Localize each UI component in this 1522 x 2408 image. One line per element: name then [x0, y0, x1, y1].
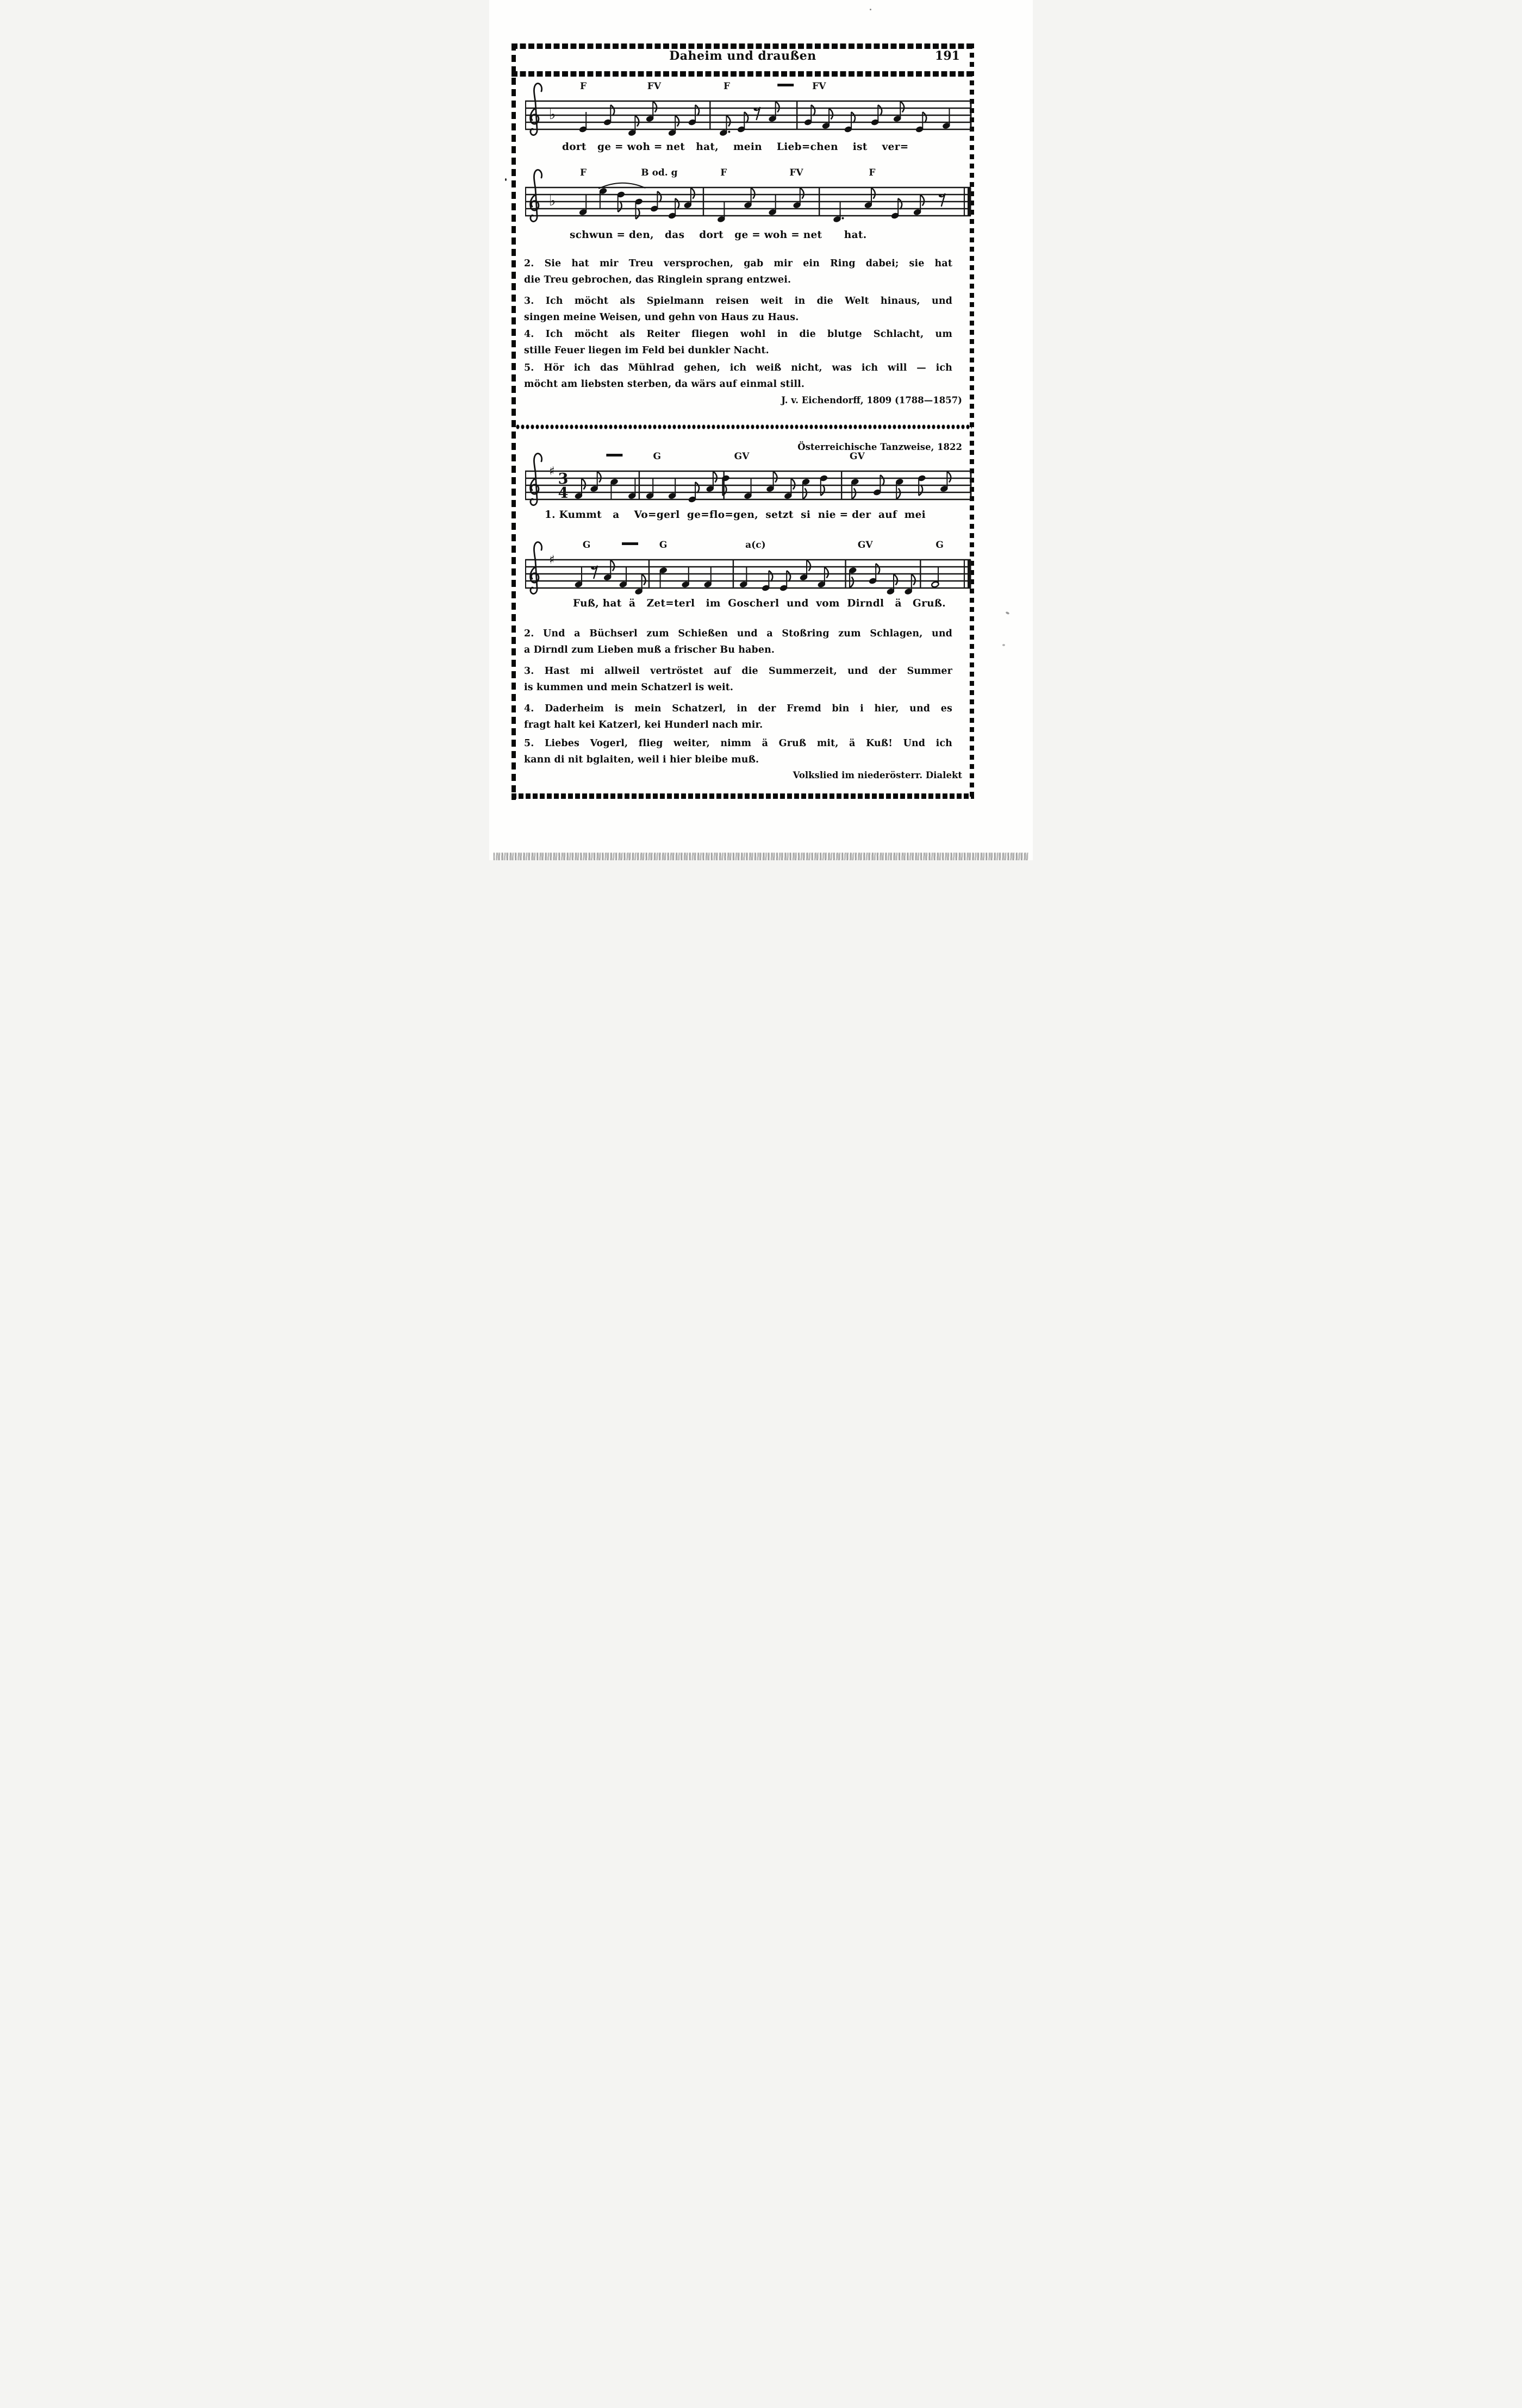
chord-label: B od. g	[641, 167, 678, 178]
chord-dash	[606, 454, 622, 456]
verse-line: singen meine Weisen, und gehn von Haus zu Haus.	[524, 311, 799, 323]
note	[802, 478, 810, 499]
music-staff-svg	[523, 164, 973, 224]
scan-speck	[1005, 611, 1009, 615]
treble-clef-icon	[531, 170, 542, 221]
note	[704, 567, 712, 588]
frame-bottom-border	[512, 793, 974, 799]
note	[864, 188, 875, 209]
chord-label: GV	[734, 451, 750, 462]
key-signature-flat-icon: ♭	[549, 193, 556, 209]
note	[739, 567, 747, 588]
note	[619, 567, 627, 588]
note	[628, 479, 636, 499]
note	[769, 102, 779, 122]
verse-line: die Treu gebrochen, das Ringlein sprang entzwei.	[524, 274, 791, 285]
eighth-rest	[939, 193, 945, 207]
verse-line: 5. Hör ich das Mühlrad gehen, ich weiß nicht, was ich will — ich	[524, 362, 952, 373]
verse-line: 3. Ich möcht als Spielmann reisen weit in die Welt hinaus, und	[524, 296, 952, 307]
song2-lyrics-line1: 1. Kummt a Vo=gerl ge=flo=gen, setzt si nie = der auf mei	[545, 509, 926, 521]
chord-label: G	[935, 540, 944, 551]
verse-line: 5. Liebes Vogerl, flieg weiter, nimm ä Gruß mit, ä Kuß! Und ich	[524, 738, 952, 749]
songbook-page	[489, 0, 1033, 860]
chord-label: FV	[647, 81, 662, 92]
verse-line: 2. Und a Büchserl zum Schießen und a Stoßring zum Schlagen, und	[524, 628, 952, 639]
song1-staff-line2	[523, 164, 973, 224]
song1-verse-2	[524, 256, 952, 288]
chord-label: GV	[850, 451, 865, 462]
note	[684, 188, 695, 209]
note	[905, 574, 915, 595]
scan-speck	[870, 9, 871, 10]
note	[717, 202, 725, 223]
chord-label: FV	[812, 81, 826, 92]
note	[769, 195, 777, 216]
note	[603, 560, 614, 581]
verse-line: möcht am liebsten sterben, da wärs auf einmal still.	[524, 378, 805, 390]
chord-label: F	[723, 81, 731, 92]
note	[590, 472, 601, 492]
music-staff-svg	[523, 77, 973, 138]
song1-verse-4	[524, 327, 952, 359]
note	[940, 472, 951, 492]
music-staff-svg	[523, 536, 973, 597]
note	[575, 479, 585, 499]
song2-staff-line2	[523, 536, 973, 597]
chord-label: F	[579, 167, 587, 178]
chord-label: G	[582, 540, 591, 551]
note	[668, 479, 676, 499]
note	[766, 472, 777, 492]
time-signature: 3	[558, 471, 569, 487]
chord-label: a(c)	[745, 540, 766, 551]
verse-line: stille Feuer liegen im Feld bei dunkler Nacht.	[524, 345, 769, 356]
verse-line: is kummen und mein Schatzerl is weit.	[524, 681, 734, 693]
eighth-rest	[754, 107, 760, 120]
key-signature-flat-icon: ♭	[549, 107, 556, 123]
chord-dash	[622, 542, 638, 545]
note	[851, 478, 859, 499]
note	[784, 479, 795, 499]
verse-line: 2. Sie hat mir Treu versprochen, gab mir ein Ring dabei; sie hat	[524, 258, 952, 269]
treble-clef-icon	[531, 542, 542, 593]
verse-line: kann di nit bglaiten, weil i hier bleibe muß.	[524, 754, 759, 765]
song1-lyrics-line1: dort ge = woh = net hat, mein Lieb=chen ist ver=	[562, 141, 909, 153]
note	[575, 567, 583, 588]
song2-attribution: Volkslied im niederösterr. Dialekt	[793, 770, 962, 780]
song2-verse-5	[524, 736, 952, 768]
song2-verse-2	[524, 626, 952, 658]
note	[893, 102, 904, 122]
note	[646, 479, 654, 499]
page-title: Daheim und draußen	[669, 49, 816, 63]
song1-attribution: J. v. Eichendorff, 1809 (1788—1857)	[781, 395, 962, 405]
music-staff-svg	[523, 447, 973, 508]
note	[719, 116, 730, 136]
note	[635, 574, 646, 595]
note	[818, 567, 828, 588]
song2-verse-3	[524, 664, 952, 696]
song1-staff-line1	[523, 77, 973, 138]
song2-staff-line1	[523, 447, 973, 508]
chord-label: FV	[789, 167, 803, 178]
frame-right-border	[970, 43, 974, 800]
scan-speck	[505, 178, 507, 181]
time-signature: 4	[558, 485, 569, 502]
chord-label: F	[579, 81, 587, 92]
final-barline-thick	[968, 560, 971, 588]
note	[931, 567, 939, 588]
song-divider	[515, 424, 972, 429]
chord-label: F	[720, 167, 727, 178]
header-bottom-border	[512, 71, 974, 77]
note	[822, 109, 833, 129]
song2-lyrics-line2: Fuß, hat ä Zet=terl im Goscherl und vom Dirndl ä Gruß.	[573, 598, 946, 609]
note	[706, 472, 717, 492]
note	[744, 479, 752, 499]
eighth-rest	[591, 566, 597, 579]
note	[849, 567, 857, 587]
note	[895, 478, 903, 499]
song1-verse-5	[524, 360, 952, 392]
chord-label: G	[659, 540, 668, 551]
note	[833, 202, 844, 223]
chord-label: G	[653, 451, 661, 462]
note	[579, 195, 587, 216]
page-number: 191	[935, 49, 960, 63]
verse-line: 4. Ich möcht als Reiter fliegen wohl in die blutge Schlacht, um	[524, 329, 952, 340]
note	[668, 116, 679, 136]
key-signature-sharp-icon: ♯	[549, 553, 555, 567]
treble-clef-icon	[531, 83, 542, 135]
song2-source: Österreichische Tanzweise, 1822	[797, 442, 962, 452]
note	[793, 188, 804, 209]
verse-line: 3. Hast mi allweil vertröstet auf die Summerzeit, und der Summer	[524, 666, 952, 677]
note	[610, 478, 619, 499]
scan-speck	[1002, 644, 1005, 646]
note	[800, 560, 810, 581]
note	[887, 574, 897, 595]
scan-noise-strip	[494, 853, 1028, 860]
frame-top-border	[512, 43, 974, 49]
chord-label: F	[869, 167, 876, 178]
note	[659, 567, 668, 587]
verse-line: fragt halt kei Katzerl, kei Hunderl nach mir.	[524, 719, 763, 730]
treble-clef-icon	[531, 453, 542, 505]
note	[628, 116, 639, 136]
note	[599, 187, 607, 208]
chord-label: GV	[857, 540, 873, 551]
song2-verse-4	[524, 701, 952, 733]
note	[913, 195, 924, 216]
verse-line: 4. Daderheim is mein Schatzerl, in der Fremd bin i hier, und es	[524, 703, 952, 714]
note	[646, 102, 657, 122]
key-signature-sharp-icon: ♯	[549, 465, 555, 478]
song1-verse-3	[524, 293, 952, 326]
note	[942, 109, 950, 129]
note	[682, 567, 690, 588]
song1-lyrics-line2: schwun = den, das dort ge = woh = net hat.	[570, 229, 867, 241]
final-barline-thick	[968, 187, 971, 216]
chord-dash	[777, 84, 794, 86]
frame-left-border	[512, 43, 516, 800]
note	[744, 188, 755, 209]
verse-line: a Dirndl zum Lieben muß a frischer Bu haben.	[524, 644, 775, 655]
